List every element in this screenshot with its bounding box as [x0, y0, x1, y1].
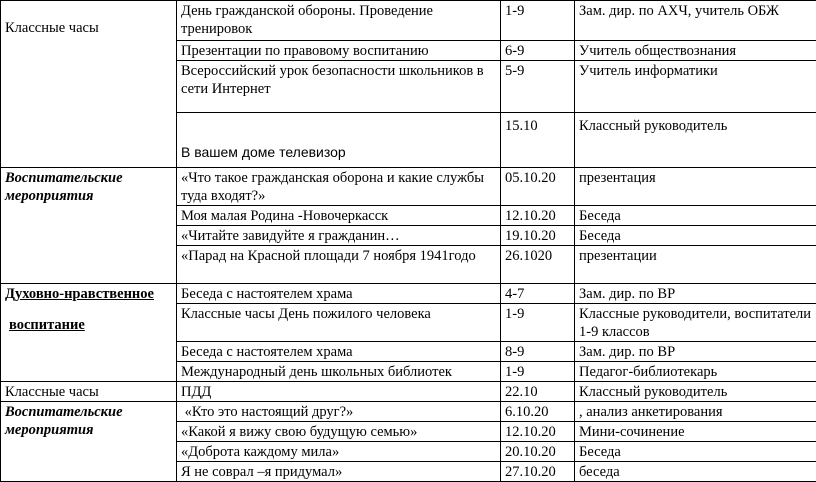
category-cell: [1, 284, 177, 382]
grade-cell: 1-9: [501, 1, 575, 41]
grade-cell: 8-9: [501, 342, 575, 362]
event-cell: Классные часы День пожилого человека: [177, 304, 501, 342]
event-cell: Беседа с настоятелем храма: [177, 342, 501, 362]
grade-cell: 12.10.20: [501, 422, 575, 442]
responsible-cell: Зам. дир. по ВР: [575, 342, 816, 362]
event-cell: «Что такое гражданская оборона и какие службы туда входят?»: [177, 168, 501, 206]
event-cell: Беседа с настоятелем храма: [177, 284, 501, 304]
event-cell: «Читайте завидуйте я гражданин…: [177, 226, 501, 246]
category-cell: [1, 1, 177, 168]
responsible-cell: Педагог-библиотекарь: [575, 362, 816, 382]
responsible-cell: Беседа: [575, 442, 816, 462]
responsible-cell: презентация: [575, 168, 816, 206]
grade-cell: 05.10.20: [501, 168, 575, 206]
grade-cell: 12.10.20: [501, 206, 575, 226]
responsible-cell: , анализ анкетирования: [575, 402, 816, 422]
responsible-cell: Беседа: [575, 206, 816, 226]
category-label: Воспитательские мероприятия: [5, 404, 123, 438]
grade-cell: 20.10.20: [501, 442, 575, 462]
responsible-cell: Классный руководитель: [575, 113, 816, 168]
responsible-cell: Учитель информатики: [575, 61, 816, 113]
category-label-line2: воспитание: [5, 316, 172, 334]
grade-cell: 5-9: [501, 61, 575, 113]
event-cell: Моя малая Родина -Новочеркасск: [177, 206, 501, 226]
event-cell: Международный день школьных библиотек: [177, 362, 501, 382]
grade-cell: 26.1020: [501, 246, 575, 284]
event-cell: «Кто это настоящий друг?»: [177, 402, 501, 422]
table-row: [1, 1, 816, 41]
grade-cell: 15.10: [501, 113, 575, 168]
grade-cell: 1-9: [501, 362, 575, 382]
table-row: [1, 402, 816, 422]
table-row: [1, 168, 816, 206]
event-cell: Презентации по правовому воспитанию: [177, 41, 501, 61]
responsible-cell: беседа: [575, 462, 816, 482]
category-cell: Классные часы: [1, 382, 177, 402]
responsible-cell: Учитель обществознания: [575, 41, 816, 61]
table-row: [1, 382, 816, 402]
event-cell: Всероссийский урок безопасности школьников в сети Интернет: [177, 61, 501, 113]
responsible-cell: презентации: [575, 246, 816, 284]
category-cell: [1, 402, 177, 482]
event-cell: ПДД: [177, 382, 501, 402]
category-cell: [1, 168, 177, 284]
event-cell: День гражданской обороны. Проведение тренировок: [177, 1, 501, 41]
event-cell: В вашем доме телевизор: [177, 113, 501, 168]
grade-cell: 27.10.20: [501, 462, 575, 482]
responsible-cell: Мини-сочинение: [575, 422, 816, 442]
grade-cell: 22.10: [501, 382, 575, 402]
category-label: Классные часы: [5, 20, 99, 36]
grade-cell: 1-9: [501, 304, 575, 342]
responsible-cell: Зам. дир. по АХЧ, учитель ОБЖ: [575, 1, 816, 41]
category-label: Воспитательские мероприятия: [5, 170, 123, 204]
event-cell: «Доброта каждому мила»: [177, 442, 501, 462]
event-cell: «Какой я вижу свою будущую семью»: [177, 422, 501, 442]
category-label-line1: Духовно-нравственное: [5, 285, 172, 303]
grade-cell: 6.10.20: [501, 402, 575, 422]
responsible-cell: Зам. дир. по ВР: [575, 284, 816, 304]
event-cell: «Парад на Красной площади 7 ноября 1941годо: [177, 246, 501, 284]
responsible-cell: Классные руководители, воспитатели 1-9 классов: [575, 304, 816, 342]
event-cell: Я не соврал –я придумал»: [177, 462, 501, 482]
table-row: [1, 284, 816, 304]
grade-cell: 6-9: [501, 41, 575, 61]
grade-cell: 4-7: [501, 284, 575, 304]
responsible-cell: Классный руководитель: [575, 382, 816, 402]
grade-cell: 19.10.20: [501, 226, 575, 246]
responsible-cell: Беседа: [575, 226, 816, 246]
